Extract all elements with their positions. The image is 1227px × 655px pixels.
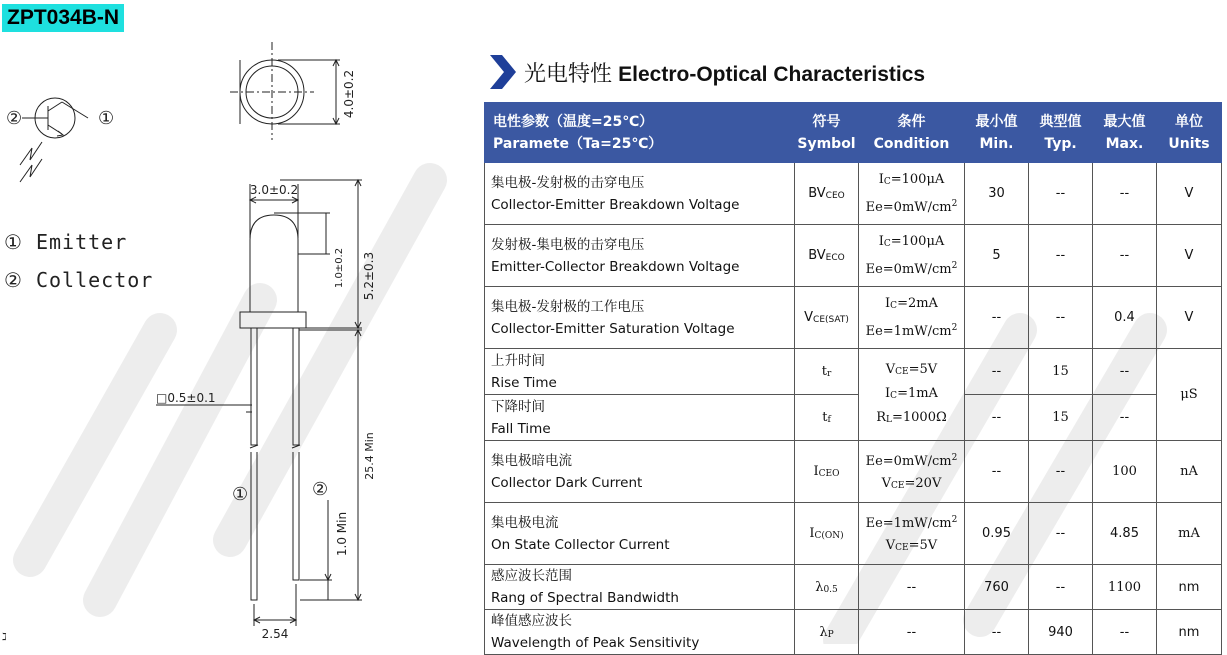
symbol-pin2-mark: ② (6, 108, 23, 129)
section-title-cn: 光电特性 (524, 60, 613, 86)
section-title-en: Electro-Optical Characteristics (618, 62, 926, 86)
table-row-rise-time: 上升时间 Rise Time tr VCE=5V IC=1mA RL=1000Ω -- 15 -- μS (485, 349, 1222, 395)
header-symbol: 符号 Symbol (795, 103, 859, 163)
header-parameter: 电性参数（温度=25℃） Paramete（Ta=25℃） (485, 103, 795, 163)
header-condition: 条件 Condition (859, 103, 965, 163)
table-header-row (485, 103, 1222, 163)
characteristics-table (484, 102, 1222, 655)
dim-body-height: 5.2±0.3 (362, 251, 376, 301)
dim-lens-width: 3.0±0.2 (249, 183, 299, 197)
table-row-bandwidth: 感应波长范围 Rang of Spectral Bandwidth λ0.5 -- 760 -- 1100 nm (485, 565, 1222, 610)
section-title (524, 57, 925, 88)
timing-unit: μS (1157, 349, 1222, 441)
table-row-fall-time: 下降时间 Fall Time tf -- 15 -- (485, 395, 1222, 441)
timing-condition: VCE=5V IC=1mA RL=1000Ω (859, 349, 965, 441)
dim-pitch: 2.54 (261, 627, 289, 641)
dim-bend: 1.0 Min (335, 511, 349, 557)
top-view (230, 42, 340, 140)
table-row: 集电极-发射极的击穿电压 Collector-Emitter Breakdown Voltage BVCEO IC=100μA $Ee=0mW/cm^2$ 30 -- -- V (485, 163, 1222, 225)
lead-pin1-mark: ① (232, 484, 249, 505)
legend-emitter: ① Emitter (4, 230, 128, 254)
symbol-pin1-mark: ① (98, 108, 115, 129)
table-row: 集电极-发射极的工作电压 Collector-Emitter Saturation Voltage VCE(SAT) IC=2mA $Ee=1mW/cm^2$ -- -- 0.4 V (485, 287, 1222, 349)
dim-lead-length: 25.4 Min (363, 432, 376, 480)
header-typ: 典型值 Typ. (1029, 103, 1093, 163)
lead-pin2-mark: ② (312, 479, 329, 500)
chevron-right-icon (490, 55, 516, 89)
header-units: 单位 Units (1157, 103, 1222, 163)
table-row-peak-wavelength: 峰值感应波长 Wavelength of Peak Sensitivity λP -- -- 940 -- nm (485, 610, 1222, 655)
dim-head-diameter: 4.0±0.2 (342, 69, 356, 119)
header-min: 最小值 Min. (965, 103, 1029, 163)
dim-lead-square: □0.5±0.1 (156, 391, 216, 405)
dim-lens-top: 1.0±0.2 (334, 247, 345, 289)
table-row: 发射极-集电极的击穿电压 Emitter-Collector Breakdown Voltage BVECO IC=100μA $Ee=0mW/cm^2$ 5 -- -- V (485, 225, 1222, 287)
table-row-on-state-current: 集电极电流 On State Collector Current IC(ON) $Ee=1mW/cm^2$ VCE=5V 0.95 -- 4.85 mA (485, 503, 1222, 565)
table-row-dark-current: 集电极暗电流 Collector Dark Current ICEO $Ee=0mW/cm^2$ VCE=20V -- -- 100 nA (485, 441, 1222, 503)
part-number-badge: ZPT034B-N (2, 4, 124, 32)
header-max: 最大值 Max. (1093, 103, 1157, 163)
package-drawing (0, 0, 480, 644)
transistor-symbol (20, 98, 88, 182)
legend-collector: ② Collector (4, 268, 154, 292)
corner-glyph: ℷ (2, 632, 7, 643)
section-heading (490, 52, 925, 92)
